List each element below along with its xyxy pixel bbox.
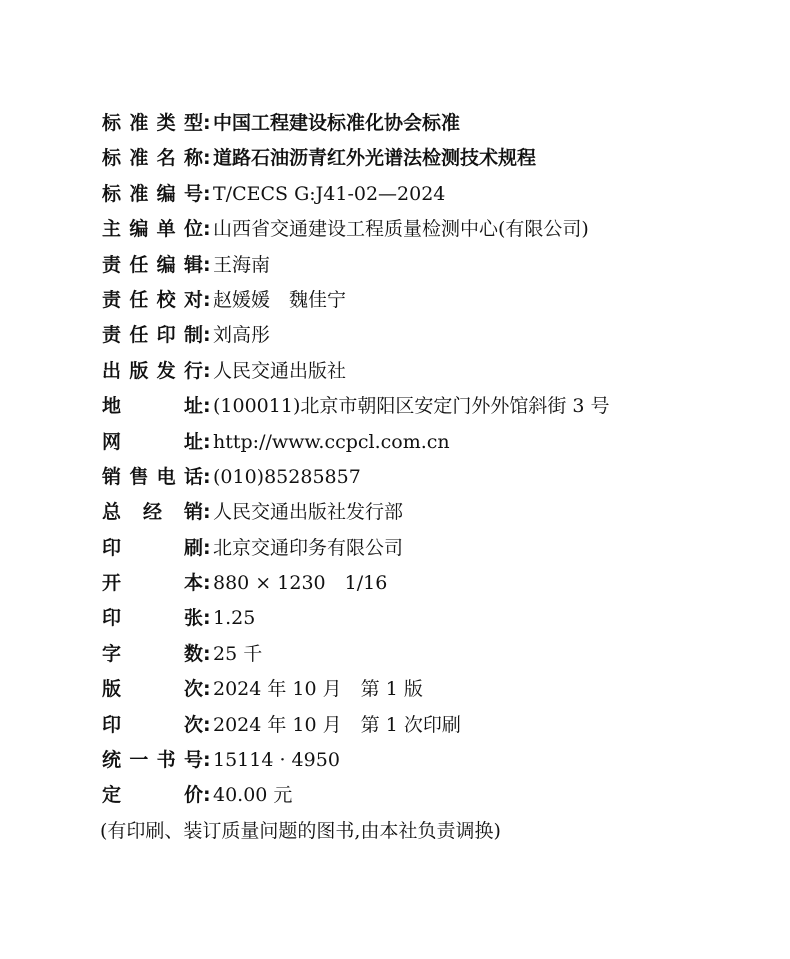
colophon-row	[102, 674, 762, 709]
field-colon: :	[203, 288, 211, 311]
field-label: 印 次	[102, 713, 203, 736]
field-label: 开 本	[102, 572, 203, 595]
field-colon: :	[203, 642, 211, 665]
field-value: 2024 年 10 月 第 1 次印刷	[213, 713, 461, 736]
field-value: 道路石油沥青红外光谱法检测技术规程	[213, 147, 537, 170]
field-colon: :	[203, 395, 211, 418]
field-label: 销 售 电 话	[102, 465, 203, 488]
field-colon: :	[203, 465, 211, 488]
copyright-colophon	[102, 108, 762, 851]
field-colon: :	[203, 607, 211, 630]
field-colon: :	[203, 253, 211, 276]
field-value: 人民交通出版社	[213, 359, 347, 382]
field-label: 责 任 校 对	[102, 288, 203, 311]
field-label: 统 一 书 号	[102, 749, 203, 772]
field-label: 版 次	[102, 678, 203, 701]
colophon-row	[102, 427, 762, 462]
field-value: 40.00 元	[213, 784, 293, 807]
field-value: 北京交通印务有限公司	[213, 536, 404, 559]
field-label: 字 数	[102, 642, 203, 665]
field-value: 25 千	[213, 642, 263, 665]
colophon-row	[102, 214, 762, 249]
field-value: http://www.ccpcl.com.cn	[213, 430, 450, 453]
field-value: 王海南	[213, 253, 271, 276]
field-value: 中国工程建设标准化协会标准	[213, 112, 461, 134]
field-value: 山西省交通建设工程质量检测中心(有限公司)	[213, 218, 589, 241]
field-label: 印 刷	[102, 536, 203, 559]
field-label: 地 址	[102, 395, 203, 418]
colophon-row	[102, 603, 762, 638]
field-value: 1.25	[213, 607, 256, 630]
field-value: 15114 · 4950	[213, 749, 340, 772]
field-colon: :	[203, 678, 211, 701]
colophon-row	[102, 250, 762, 285]
colophon-row	[102, 391, 762, 426]
colophon-rows	[102, 108, 762, 816]
field-colon: :	[203, 218, 211, 241]
colophon-row	[102, 143, 762, 178]
colophon-row	[102, 639, 762, 674]
field-colon: :	[203, 430, 211, 453]
colophon-row	[102, 179, 762, 214]
field-value: T/CECS G:J41-02—2024	[213, 182, 446, 205]
colophon-row	[102, 533, 762, 568]
colophon-row	[102, 320, 762, 355]
colophon-row	[102, 285, 762, 320]
field-label: 主 编 单 位	[102, 218, 203, 241]
field-colon: :	[203, 536, 211, 559]
colophon-row	[102, 497, 762, 532]
field-colon: :	[203, 572, 211, 595]
colophon-row	[102, 710, 762, 745]
field-colon: :	[203, 749, 211, 772]
field-colon: :	[203, 359, 211, 382]
field-colon: :	[203, 147, 211, 170]
field-colon: :	[203, 784, 211, 807]
field-label: 标 准 类 型	[102, 112, 203, 134]
colophon-row	[102, 108, 762, 143]
field-value: (010)85285857	[213, 465, 361, 488]
field-colon: :	[203, 112, 211, 134]
field-label: 总 经 销	[102, 501, 203, 524]
field-label: 定 价	[102, 784, 203, 807]
field-value: 2024 年 10 月 第 1 版	[213, 678, 423, 701]
field-colon: :	[203, 324, 211, 347]
field-colon: :	[203, 501, 211, 524]
colophon-row	[102, 780, 762, 815]
field-colon: :	[203, 182, 211, 205]
colophon-row	[102, 745, 762, 780]
colophon-row	[102, 568, 762, 603]
field-label: 出 版 发 行	[102, 359, 203, 382]
colophon-row	[102, 356, 762, 391]
field-label: 印 张	[102, 607, 203, 630]
field-label: 责 任 编 辑	[102, 253, 203, 276]
colophon-row	[102, 462, 762, 497]
quality-note: (有印刷、装订质量问题的图书,由本社负责调换)	[100, 819, 501, 842]
field-value: 刘高彤	[213, 324, 271, 347]
field-colon: :	[203, 713, 211, 736]
field-value: (100011)北京市朝阳区安定门外外馆斜街 3 号	[213, 395, 610, 418]
field-label: 网 址	[102, 430, 203, 453]
field-value: 人民交通出版社发行部	[213, 501, 404, 524]
field-label: 标 准 名 称	[102, 147, 203, 170]
field-value: 赵媛媛 魏佳宁	[213, 288, 347, 311]
field-value: 880 × 1230 1/16	[213, 572, 388, 595]
field-label: 标 准 编 号	[102, 182, 203, 205]
field-label: 责 任 印 制	[102, 324, 203, 347]
